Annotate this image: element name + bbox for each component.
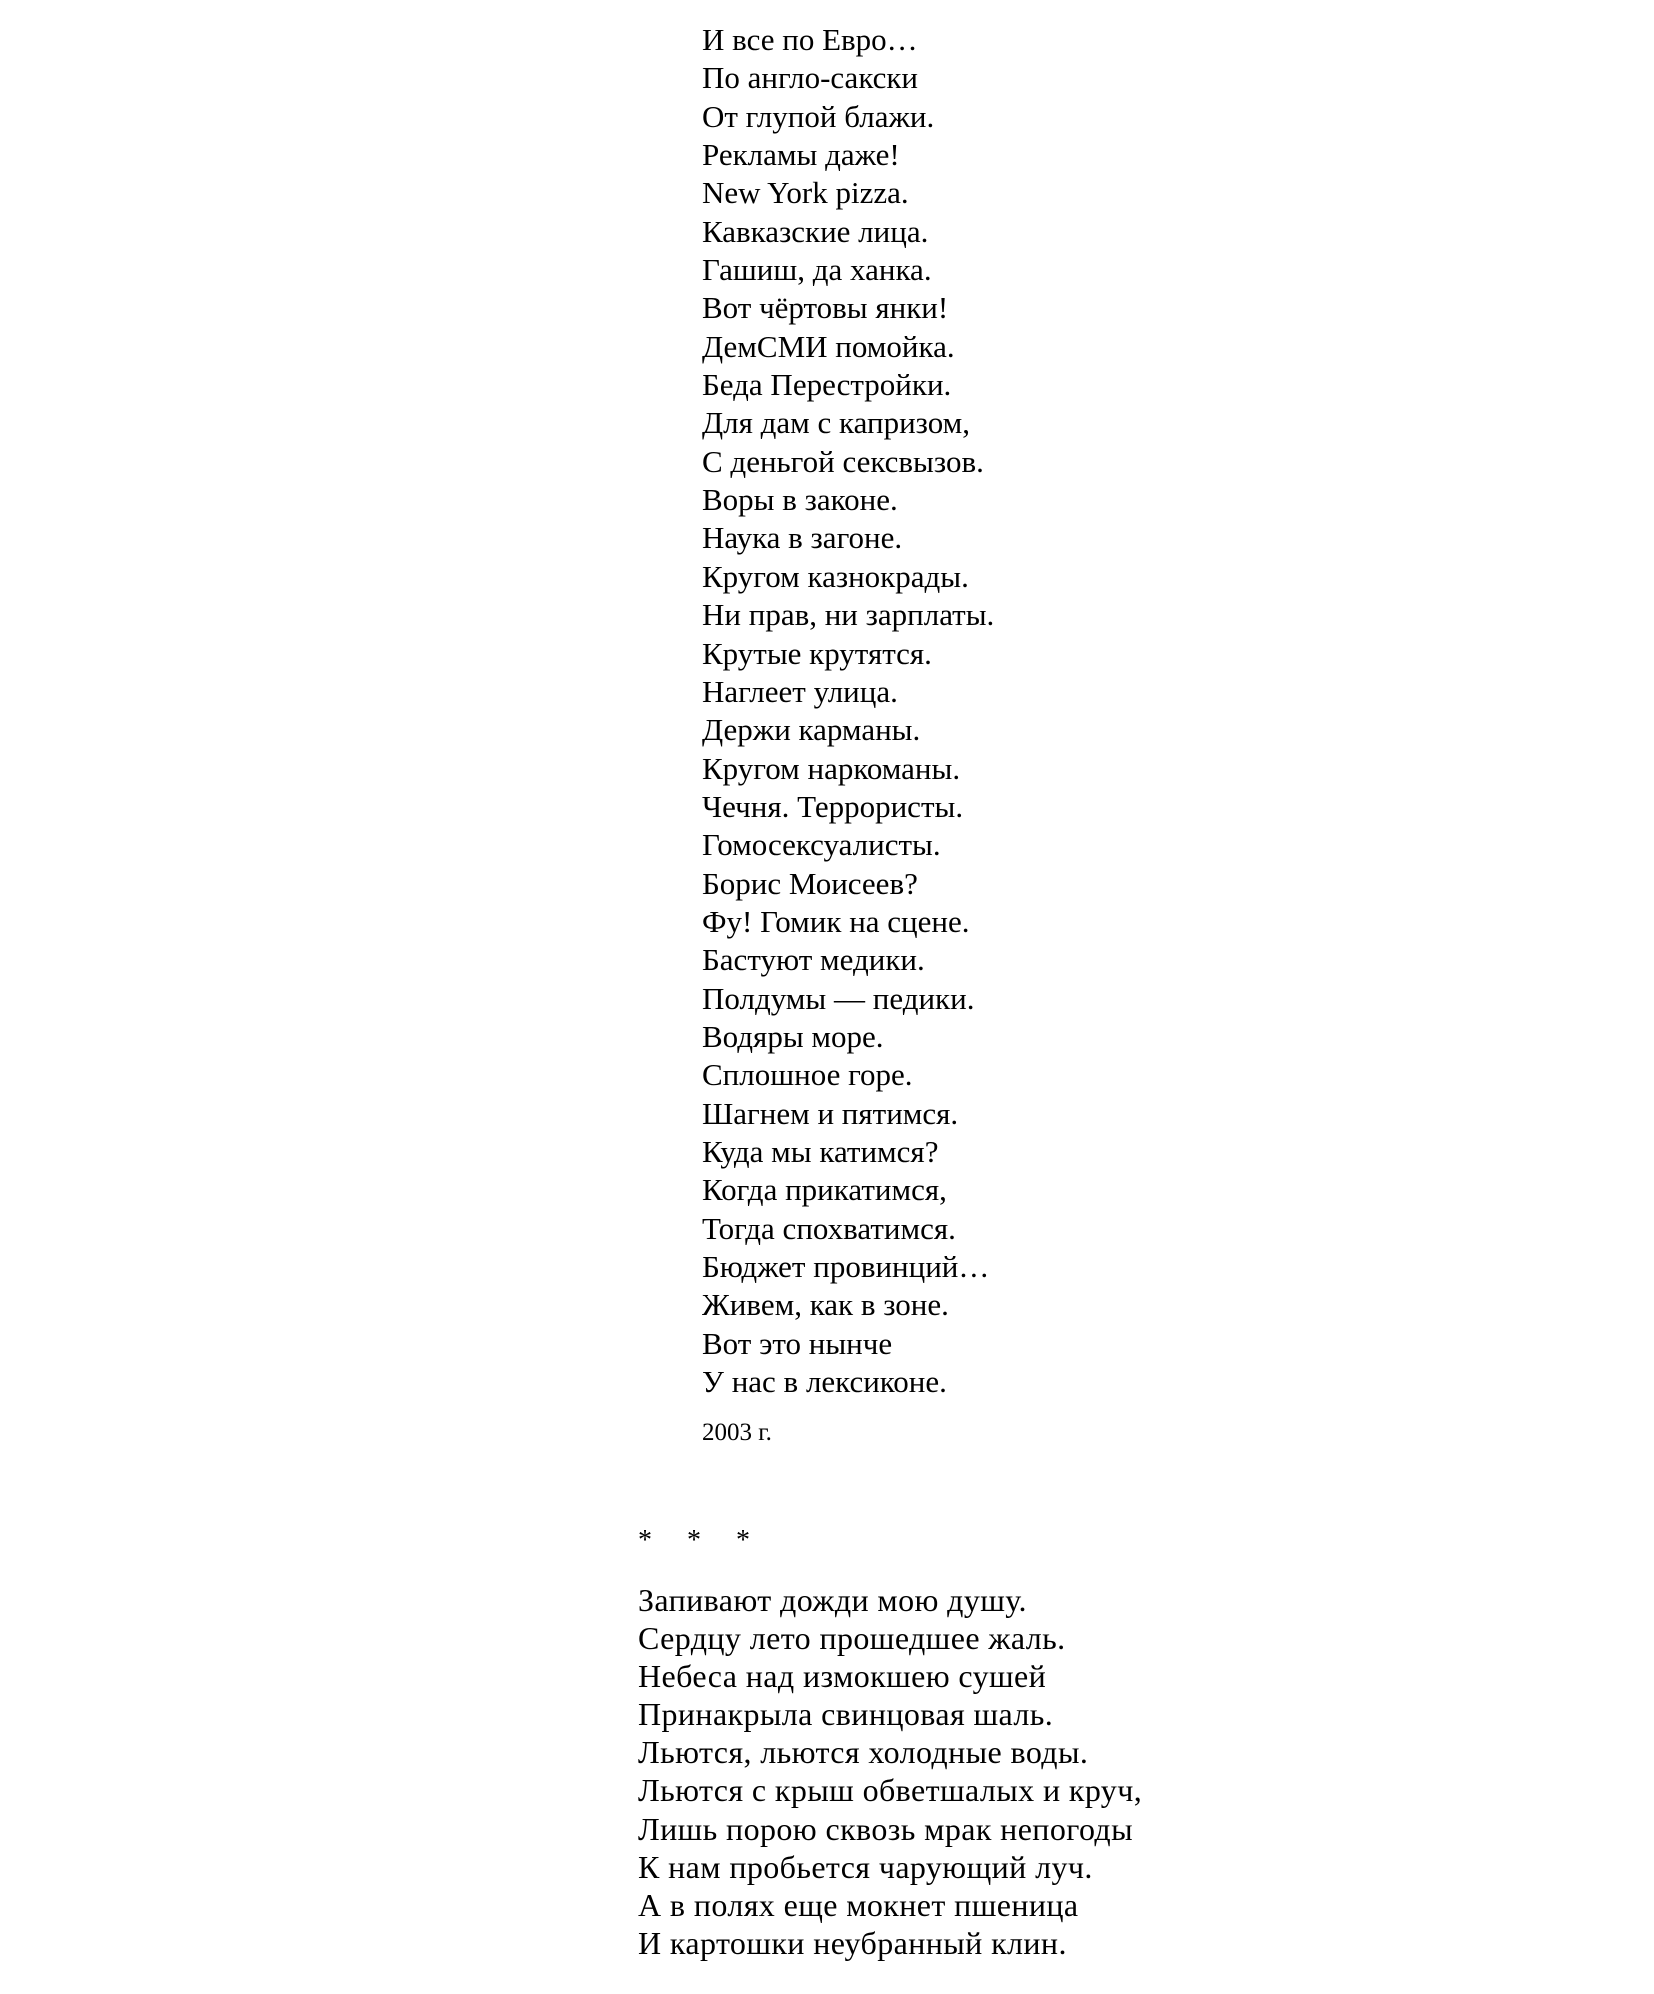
poem-line: Сплошное горе. [702,1057,913,1093]
poem-line: А в полях еще мокнет пшеница [638,1886,1079,1923]
poem-line: Беда Перестройки. [702,367,952,403]
poem-line: Лишь порою сквозь мрак непогоды [638,1810,1134,1847]
poem-line: Крутые крутятся. [702,635,932,671]
poem-line: Для дам с капризом, [702,405,970,441]
poem-line: Воры в законе. [702,482,898,518]
poem-line: По англо-сакски [702,60,919,96]
poem-date: 2003 г. [702,1419,772,1446]
poem-line: Кругом наркоманы. [702,750,961,786]
poem-line: Куда мы катимся? [702,1133,939,1169]
poem-line: Когда прикатимся, [702,1172,947,1208]
poem-second [638,1581,1142,1962]
poem-line: И все по Евро… [702,22,918,57]
poem-line: Кавказские лица. [702,213,929,249]
poem-line: Шагнем и пятимся. [702,1095,959,1131]
poem-line: Запивают дожди мою душу. [638,1582,1027,1618]
poem-line: Небеса над измокшею сушей [638,1658,1047,1695]
poem-line: Живем, как в зоне. [702,1287,949,1323]
poem-line: С деньгой сексвызов. [702,443,984,479]
poem-line: Чечня. Террористы. [702,788,964,824]
section-separator [638,1524,785,1558]
poem-line: Бюджет провинций… [702,1249,990,1284]
poem-line: Вот чёртовы янки! [702,290,949,326]
poem-line: Наглеет улица. [702,673,898,709]
poem-line: Полдумы — педики. [702,980,975,1016]
poem-line: ДемСМИ помойка. [702,328,955,364]
poem-first [702,21,994,1401]
poem-line: К нам пробьется чарующий луч. [638,1848,1093,1885]
poem-line: У нас в лексиконе. [702,1364,947,1400]
poem-line: И картошки неубранный клин. [638,1924,1067,1961]
poem-line: Водяры море. [702,1018,884,1054]
poem-line: Ни прав, ни зарплаты. [702,597,995,633]
asterisk: * [638,1525,652,1556]
poem-line: Бастуют медики. [702,942,925,978]
poem-line: Наука в загоне. [702,520,903,556]
asterisk: * [687,1525,701,1556]
asterisk: * [736,1525,750,1556]
poem-line: Рекламы даже! [702,137,900,173]
poem-line: Льются, льются холодные воды. [638,1734,1089,1771]
poem-line: Вот это нынче [702,1325,893,1361]
poem-line: Гашиш, да ханка. [702,252,932,288]
poem-line: Держи карманы. [702,712,921,748]
poem-line: Льются с крыш обветшалых и круч, [638,1772,1143,1809]
poem-line: Гомосексуалисты. [702,827,941,863]
poem-line: От глупой блажи. [702,98,935,134]
poem-line: Фу! Гомик на сцене. [702,903,970,939]
poem-line: Сердцу лето прошедшее жаль. [638,1620,1066,1657]
poem-line: Принакрыла свинцовая шаль. [638,1696,1054,1733]
poem-line: New York pizza. [702,175,909,211]
poem-line: Кругом казнокрады. [702,558,969,594]
poem-line: Тогда спохватимся. [702,1210,956,1246]
poem-line: Борис Моисеев? [702,865,918,901]
